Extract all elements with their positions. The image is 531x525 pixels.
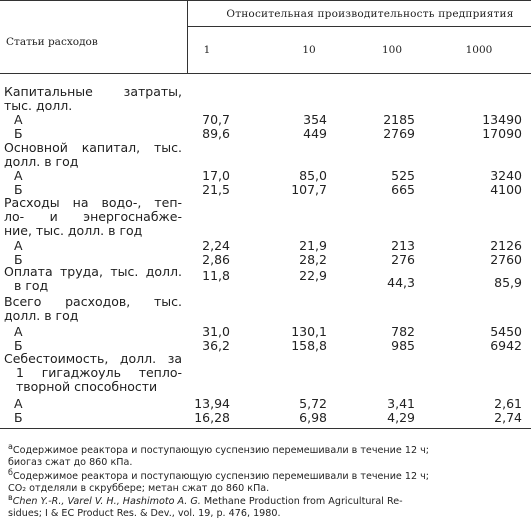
group-header-rule xyxy=(188,26,531,27)
footnote-mark-a: а xyxy=(8,442,13,451)
cell: 13490 xyxy=(482,112,522,127)
cell: 36,2 xyxy=(202,338,230,353)
cell: 22,9 xyxy=(299,268,327,283)
row-label-utilities-line2: ло- и энергоснабже- xyxy=(4,209,182,224)
row-label-fixed-capital-line1: Основной капитал, тыс. xyxy=(4,140,182,155)
footnote-c-line2: sidues; I & EC Product Res. & Dev., vol. 19, p. 476, 1980. xyxy=(8,507,281,519)
row-label-labor-line1: Оплата труда, тыс. долл. xyxy=(4,264,182,279)
cell: 89,6 xyxy=(202,126,230,141)
row-label-unit-cost-line3: творной способности xyxy=(16,379,158,394)
table-bottom-rule xyxy=(0,428,531,429)
footnote-a-line2: биогаз сжат до 860 кПа. xyxy=(8,456,133,468)
row-label-unit-cost-line1: Себестоимость, долл. за xyxy=(4,351,182,366)
cell: 782 xyxy=(391,324,415,339)
cell: 158,8 xyxy=(291,338,327,353)
footnote-b-line2: CO₂ отделяли в скруббере; метан сжат до 860 кПа. xyxy=(8,482,270,494)
cell: 2769 xyxy=(383,126,415,141)
cell: 85,9 xyxy=(494,275,522,290)
cell: 28,2 xyxy=(299,252,327,267)
sub-label: Б xyxy=(14,182,23,197)
cell: 17,0 xyxy=(202,168,230,183)
column-header-1000: 1000 xyxy=(465,44,493,56)
cell: 449 xyxy=(303,126,327,141)
cell: 5450 xyxy=(490,324,522,339)
cell: 213 xyxy=(391,238,415,253)
footnote-b xyxy=(8,467,526,494)
cell: 13,94 xyxy=(194,396,230,411)
row-label-utilities-line3: ние, тыс. долл. в год xyxy=(4,223,143,238)
row-label-total-line1: Всего расходов, тыс. xyxy=(4,294,182,309)
cell: 2760 xyxy=(490,252,522,267)
cell: 44,3 xyxy=(387,275,415,290)
footnote-b-line1: Содержимое реактора и поступающую суспензию перемешивали в течение 12 ч; xyxy=(12,471,430,483)
cell: 107,7 xyxy=(291,182,327,197)
sub-label: А xyxy=(14,238,23,253)
cell: 276 xyxy=(391,252,415,267)
group-header: Относительная производительность предприятия xyxy=(226,8,514,20)
sub-label: А xyxy=(14,324,23,339)
sub-label: А xyxy=(14,396,23,411)
footnote-c xyxy=(8,492,526,519)
cell: 31,0 xyxy=(202,324,230,339)
footnote-c-line1: Methane Production from Agricultural Re- xyxy=(200,496,403,508)
header-vertical-rule xyxy=(187,0,188,73)
cell: 3240 xyxy=(490,168,522,183)
cell: 2,74 xyxy=(494,410,522,425)
cell: 665 xyxy=(391,182,415,197)
row-label-utilities-line1: Расходы на водо-, теп- xyxy=(4,195,182,210)
cell: 2185 xyxy=(383,112,415,127)
cell: 2,24 xyxy=(202,238,230,253)
sub-label: Б xyxy=(14,338,23,353)
cell: 130,1 xyxy=(291,324,327,339)
cell: 85,0 xyxy=(299,168,327,183)
footnote-mark-b: б xyxy=(8,468,13,477)
sub-label: А xyxy=(14,168,23,183)
cell: 6942 xyxy=(490,338,522,353)
sub-label: Б xyxy=(14,126,23,141)
row-label-capital-line1: Капитальные затраты, xyxy=(4,84,182,99)
footnote-c-authors: Chen Y.-R., Varel V. H., Hashimoto A. G. xyxy=(12,496,201,508)
cell: 5,72 xyxy=(299,396,327,411)
row-label-labor-line2: в год xyxy=(14,278,49,293)
cell: 2,61 xyxy=(494,396,522,411)
cell: 354 xyxy=(303,112,327,127)
cell: 11,8 xyxy=(202,268,230,283)
row-label-capital-line2: тыс. долл. xyxy=(4,98,73,113)
column-header-1: 1 xyxy=(203,44,211,56)
cell: 4,29 xyxy=(387,410,415,425)
cell: 21,9 xyxy=(299,238,327,253)
footnote-a-line1: Содержимое реактора и поступающую суспензию перемешивали в течение 12 ч; xyxy=(12,445,430,457)
header-bottom-rule xyxy=(0,73,531,74)
table-top-rule xyxy=(0,0,531,1)
sub-label: Б xyxy=(14,410,23,425)
sub-label: А xyxy=(14,112,23,127)
footnote-a xyxy=(8,441,526,468)
column-header-100: 100 xyxy=(381,44,403,56)
cell: 6,98 xyxy=(299,410,327,425)
footnote-mark-c: в xyxy=(8,493,13,502)
stat-column-header: Статьи расходов xyxy=(6,36,98,48)
cell: 21,5 xyxy=(202,182,230,197)
row-label-fixed-capital-line2: долл. в год xyxy=(4,154,79,169)
cell: 985 xyxy=(391,338,415,353)
cell: 17090 xyxy=(482,126,522,141)
cell: 525 xyxy=(391,168,415,183)
cell: 3,41 xyxy=(387,396,415,411)
cell: 4100 xyxy=(490,182,522,197)
row-label-total-line2: долл. в год xyxy=(4,308,79,323)
cell: 2,86 xyxy=(202,252,230,267)
sub-label: Б xyxy=(14,252,23,267)
row-label-unit-cost-line2: 1 гигаджоуль тепло- xyxy=(16,365,182,380)
column-header-10: 10 xyxy=(302,44,316,56)
cell: 2126 xyxy=(490,238,522,253)
cell: 70,7 xyxy=(202,112,230,127)
cell: 16,28 xyxy=(194,410,230,425)
